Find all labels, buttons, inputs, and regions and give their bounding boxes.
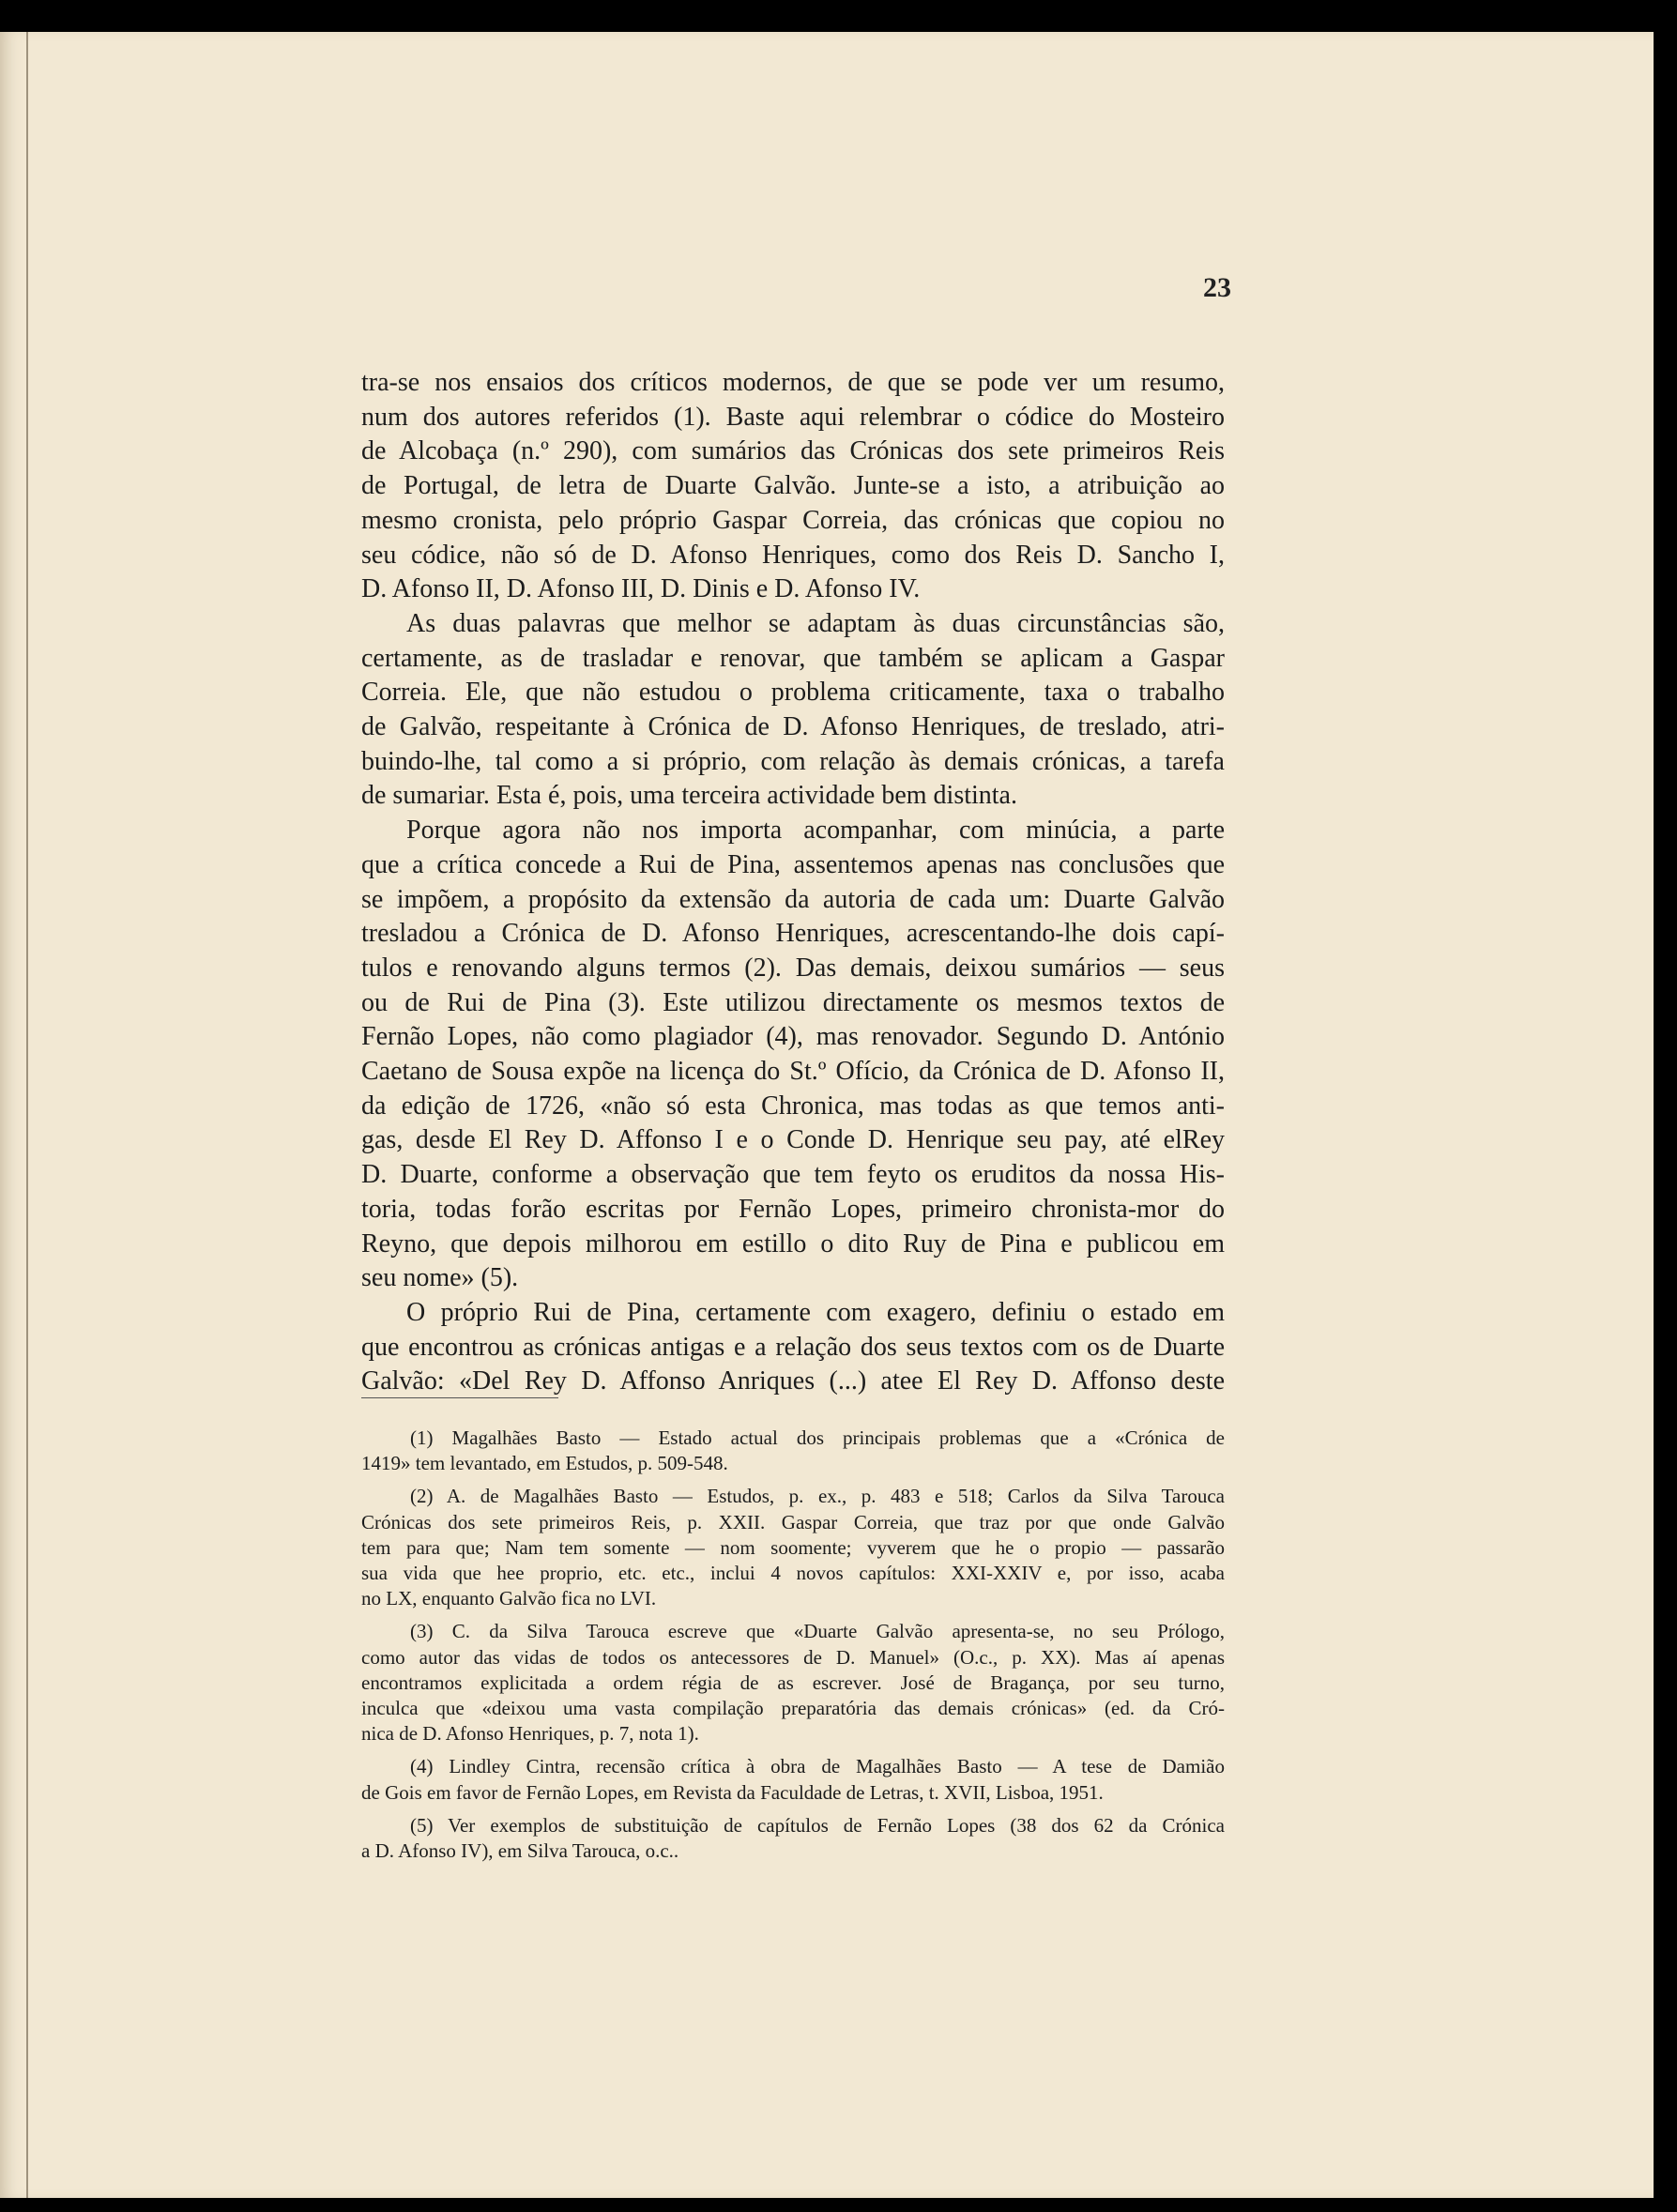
- body-line: toria, todas forão escritas por Fernão Lopes, primeiro chronista-mor do: [361, 1194, 1225, 1224]
- body-line: Galvão: «Del Rey D. Affonso Anriques (...) atee El Rey D. Affonso deste: [361, 1366, 1225, 1396]
- footnote-line: (2) A. de Magalhães Basto — Estudos, p. ex., p. 483 e 518; Carlos da Silva Tarouca: [410, 1485, 1225, 1508]
- body-line: tresladou a Crónica de D. Afonso Henriques, acrescentando-lhe dois capí-: [361, 919, 1225, 949]
- body-line: de Alcobaça (n.º 290), com sumários das Crónicas dos sete primeiros Reis: [361, 436, 1225, 466]
- body-line: Caetano de Sousa expõe na licença do St.º Ofício, da Crónica de D. Afonso II,: [361, 1057, 1225, 1087]
- footnote-1: [361, 1426, 1225, 1476]
- footnote-line: 1419» tem levantado, em Estudos, p. 509-548.: [361, 1452, 728, 1475]
- body-line: de Galvão, respeitante à Crónica de D. Afonso Henriques, de treslado, atri-: [361, 712, 1225, 742]
- body-line: que encontrou as crónicas antigas e a relação dos seus textos com os de Duarte: [361, 1332, 1225, 1362]
- body-line: Fernão Lopes, não como plagiador (4), mas renovador. Segundo D. António: [361, 1022, 1225, 1052]
- body-text: [361, 366, 1225, 1399]
- body-line: seu nome» (5).: [361, 1263, 519, 1293]
- body-line: de sumariar. Esta é, pois, uma terceira actividade bem distinta.: [361, 781, 1017, 811]
- body-line: tulos e renovando alguns termos (2). Das demais, deixou sumários — seus: [361, 953, 1225, 983]
- body-line: certamente, as de trasladar e renovar, que também se aplicam a Gaspar: [361, 643, 1225, 673]
- body-line: D. Afonso II, D. Afonso III, D. Dinis e D. Afonso IV.: [361, 574, 921, 604]
- footnote-4: [361, 1754, 1225, 1805]
- page-gutter-edge: [26, 32, 28, 2198]
- body-line: D. Duarte, conforme a observação que tem feyto os eruditos da nossa His-: [361, 1160, 1225, 1190]
- body-line: gas, desde El Rey D. Affonso I e o Conde D. Henrique seu pay, até elRey: [361, 1125, 1225, 1155]
- body-line: num dos autores referidos (1). Baste aqui relembrar o códice do Mosteiro: [361, 402, 1225, 432]
- body-line: Reyno, que depois milhorou em estillo o dito Ruy de Pina e publicou em: [361, 1228, 1225, 1259]
- body-line: Porque agora não nos importa acompanhar, com minúcia, a parte: [406, 816, 1225, 846]
- footnote-line: inculca que «deixou uma vasta compilação preparatória das demais crónicas» (ed. da Cró-: [361, 1697, 1225, 1720]
- footnote-line: (1) Magalhães Basto — Estado actual dos principais problemas que a «Crónica de: [410, 1426, 1225, 1449]
- footnote-5: [361, 1813, 1225, 1864]
- body-line: buindo-lhe, tal como a si próprio, com relação às demais crónicas, a tarefa: [361, 746, 1225, 776]
- body-line: da edição de 1726, «não só esta Chronica, mas todas as que temos anti-: [361, 1091, 1225, 1121]
- footnote-line: nica de D. Afonso Henriques, p. 7, nota 1).: [361, 1722, 699, 1746]
- body-line: mesmo cronista, pelo próprio Gaspar Correia, das crónicas que copiou no: [361, 505, 1225, 535]
- body-line: ou de Rui de Pina (3). Este utilizou directamente os mesmos textos de: [361, 987, 1225, 1017]
- footnote-line: (3) C. da Silva Tarouca escreve que «Duarte Galvão apresenta-se, no seu Prólogo,: [410, 1620, 1225, 1643]
- body-line: seu códice, não só de D. Afonso Henriques, como dos Reis D. Sancho I,: [361, 540, 1225, 570]
- footnote-line: (4) Lindley Cintra, recensão crítica à obra de Magalhães Basto — A tese de Damião: [410, 1755, 1225, 1778]
- body-line: Correia. Ele, que não estudou o problema criticamente, taxa o trabalho: [361, 678, 1225, 708]
- footnote-line: no LX, enquanto Galvão fica no LVI.: [361, 1587, 657, 1610]
- body-line: que a crítica concede a Rui de Pina, assentemos apenas nas conclusões que: [361, 849, 1225, 879]
- footnote-line: sua vida que hee proprio, etc. etc., inclui 4 novos capítulos: XXI-XXIV e, por isso, acaba: [361, 1562, 1225, 1585]
- footnote-line: Crónicas dos sete primeiros Reis, p. XXII. Gaspar Correia, que traz por que onde Galvão: [361, 1510, 1225, 1533]
- body-line: As duas palavras que melhor se adaptam às duas circunstâncias são,: [406, 608, 1225, 638]
- footnote-line: como autor das vidas de todos os antecessores de D. Manuel» (O.c., p. XX). Mas aí apenas: [361, 1645, 1225, 1669]
- page-number: 23: [1203, 272, 1231, 303]
- body-line: se impõem, a propósito da extensão da autoria de cada um: Duarte Galvão: [361, 884, 1225, 914]
- body-line: tra-se nos ensaios dos críticos modernos, de que se pode ver um resumo,: [361, 368, 1225, 397]
- footnote-line: a D. Afonso IV), em Silva Tarouca, o.c..: [361, 1839, 679, 1863]
- footnotes: [361, 1426, 1225, 1871]
- book-page: [0, 32, 1654, 2198]
- footnote-3: [361, 1619, 1225, 1747]
- body-line: de Portugal, de letra de Duarte Galvão. Junte-se a isto, a atribuição ao: [361, 471, 1225, 501]
- footnote-line: encontramos explicitada a ordem régia de as escrever. José de Bragança, por seu turno,: [361, 1670, 1225, 1694]
- footnote-separator: [361, 1397, 558, 1398]
- footnote-line: (5) Ver exemplos de substituição de capítulos de Fernão Lopes (38 dos 62 da Crónica: [410, 1813, 1225, 1837]
- footnote-line: de Gois em favor de Fernão Lopes, em Revista da Faculdade de Letras, t. XVII, Lisboa, 1951.: [361, 1780, 1104, 1804]
- footnote-line: tem para que; Nam tem somente — nom soomente; vyverem que he o propio — passarão: [361, 1535, 1225, 1559]
- body-line: O próprio Rui de Pina, certamente com exagero, definiu o estado em: [406, 1297, 1225, 1327]
- footnote-2: [361, 1484, 1225, 1611]
